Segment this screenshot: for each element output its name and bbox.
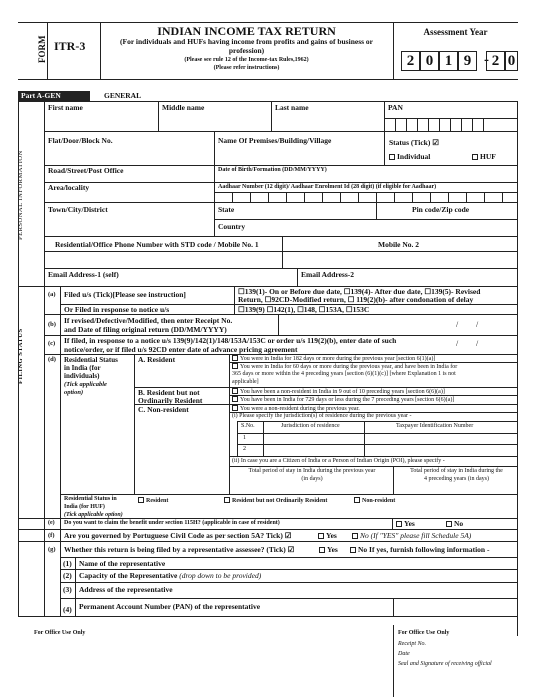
rep-address-label: Address of the representative [79,585,173,594]
resident-b-label: B. Resident but not [138,388,200,397]
ay-digit[interactable]: 2 [486,51,505,71]
last-name-label: Last name [275,103,309,112]
rep-pan-label: Permanent Account Number (PAN) of the representative [79,602,261,611]
huf-status-label: Residential Status in [64,496,117,502]
general-heading: GENERAL [104,91,142,100]
revised-label-1: If revised/Defective/Modified, then enter Receipt No. [64,316,233,325]
notice-date-label-1: If filed, in response to a notice u/s 139(9)/142(1)/148/153A/153C or order u/s 119(2)(b), enter date of such [64,336,397,345]
pan-label: PAN [388,103,403,112]
form-subtitle: (For individuals and HUFs having income from profits and gains of business or profession) [120,37,373,55]
dob-label: Date of Birth/Formation (DD/MM/YYYY) [218,167,327,173]
rb-option-2[interactable]: You have been in India for 729 days or less during the 7 preceding years [section 6(6)(a)] [232,396,454,403]
email2-label: Email Address-2 [301,270,354,279]
email1-label: Email Address-1 (self) [48,270,119,279]
portuguese-no[interactable]: No (If "YES" please fill Schedule 5A) [352,531,471,540]
resident-c-label: C. Non-resident [138,405,189,414]
premises-label: Name Of Premises/Building/Village [218,136,332,145]
part-a-label: Part A-GEN [21,91,61,100]
mobile2-label: Mobile No. 2 [378,240,420,249]
date-label: Date [398,651,410,657]
row-letter: (f) [48,532,55,539]
area-label: Area/locality [48,183,90,192]
receipt-no-label: Receipt No. [398,641,426,647]
office-use-right: For Office Use Only [398,630,450,636]
refer-note: (Please refer instructions) [213,65,280,71]
ay-digit[interactable]: 2 [401,51,420,71]
representative-label: Whether this return is being filed by a representative assessee? (Tick) ☑ [64,545,295,554]
rule-note: (Please see rule 12 of the Income-tax Rules,1962) [184,57,309,63]
phone-label: Residential/Office Phone Number with STD code / Mobile No. 1 [55,240,259,249]
rep-name-label: Name of the representative [79,559,166,568]
filed-options-1[interactable]: ☐139(1)- On or Before due date, ☐139(4)- After due date, ☐139(5)- Revised [238,287,481,296]
first-name-label: First name [48,103,83,112]
representative-yes[interactable]: Yes [319,545,338,554]
state-label: State [218,205,235,214]
filed-us-label: Filed u/s (Tick)[Please see instruction] [64,290,186,299]
115h-yes[interactable]: Yes [396,519,415,528]
ay-digit[interactable]: 1 [439,51,458,71]
rep-capacity-label: Capacity of the Representative (drop down to be provided) [79,571,262,580]
res-status-label: Residential Status [64,356,118,364]
status-huf[interactable]: HUF [472,152,496,161]
notice-options[interactable]: ☐139(9) ☐142(1), ☐148, ☐153A, ☐153C [238,305,370,314]
row-letter: (b) [48,321,56,328]
filing-status-side-label: FILING STATUS [17,328,24,384]
pincode-label: Pin code/Zip code [412,205,470,214]
form-code: ITR-3 [54,39,86,53]
notice-label: Or Filed in response to notice u/s [64,305,170,314]
filed-options-2[interactable]: Return, ☐92CD-Modified return, ☐ 119(2)(b)- after condonation of delay [238,295,474,304]
middle-name-label: Middle name [162,103,205,112]
row-letter: (c) [48,340,56,347]
huf-resident-option[interactable]: Resident [138,497,168,504]
resident-a-label: A. Resident [138,355,176,364]
notice-date-label-2: notice/order, or if filed u/s 92CD enter date of advance pricing agreement [64,345,298,354]
ra-option-1[interactable]: You were in India for 182 days or more during the previous year [section 6(1)(a)] [232,355,435,362]
ra-option-2[interactable]: You were in India for 60 days or more during the previous year, and have been in India for [232,363,457,370]
115h-no[interactable]: No [446,519,463,528]
personal-info-side-label: PERSONAL INFORMATION [17,150,24,240]
office-use-left: For Office Use Only [34,630,86,636]
huf-rnor-option[interactable]: Resident but not Ordinarily Resident [224,497,327,504]
status-individual[interactable]: Individual [389,152,430,161]
representative-no[interactable]: No If yes, furnish following information - [350,545,489,554]
seal-label: Seal and Signature of receiving official [398,661,492,667]
portuguese-yes[interactable]: Yes [318,531,337,540]
form-label: FORM [37,35,47,63]
rb-option-1[interactable]: You have been a non-resident in India in 9 out of 10 preceding years [section 6(6)(a)] [232,388,445,395]
row-letter: (e) [48,520,55,526]
rc-option-1[interactable]: You were a non-resident during the previous year. [232,405,360,412]
town-label: Town/City/District [48,205,108,214]
ay-digit[interactable]: 0 [505,51,518,71]
row-letter: (g) [48,546,56,553]
revised-label-2: and Date of filing original return (DD/MM/YYYY) [64,325,227,334]
row-letter: (d) [48,356,56,363]
115h-label: Do you want to claim the benefit under section 115H? (applicable in case of resident) [64,520,280,526]
checkbox-icon [472,154,478,160]
country-label: Country [218,222,246,231]
huf-nr-option[interactable]: Non-resident [354,497,395,504]
form-title: INDIAN INCOME TAX RETURN [157,24,336,38]
ay-dash: - [484,52,489,68]
ay-digit[interactable]: 0 [420,51,439,71]
aadhaar-label: Aadhaar Number (12 digit)/ Aadhaar Enrolment Id (28 digit) (if eligible for Aadhaar) [218,184,437,190]
ay-digit[interactable]: 9 [458,51,477,71]
flat-label: Flat/Door/Block No. [48,136,113,145]
road-label: Road/Street/Post Office [48,166,124,175]
checkbox-icon [389,154,395,160]
assessment-year-label: Assessment Year [423,27,488,37]
row-letter: (a) [48,291,56,298]
status-label: Status (Tick) ☑ [389,138,439,147]
portuguese-label: Are you governed by Portuguese Civil Code as per section 5A? Tick) ☑ [64,531,292,540]
